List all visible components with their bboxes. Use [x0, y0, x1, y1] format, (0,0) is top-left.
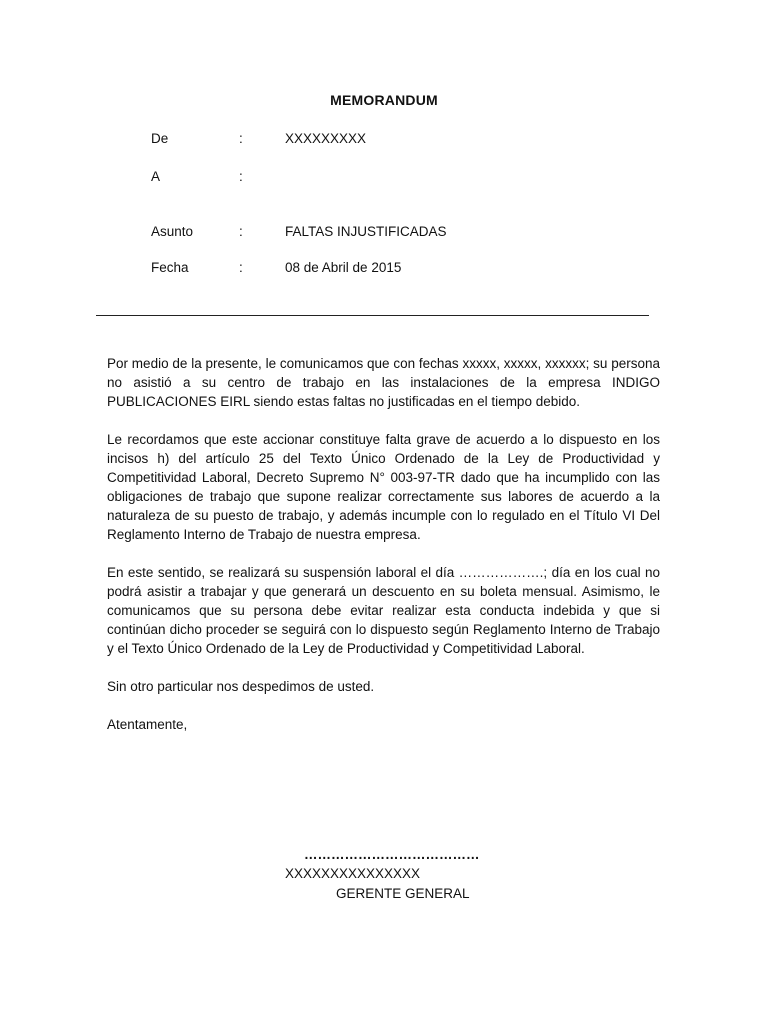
salutation: Atentamente,	[107, 717, 188, 732]
signature-line: …………………………………	[304, 847, 480, 862]
fecha-label: Fecha	[151, 260, 189, 275]
signatory-role: GERENTE GENERAL	[336, 886, 470, 901]
body-paragraph-3: En este sentido, se realizará su suspensión laboral el día ……………….; día en los cual no podrá asistir a trabajar y que generará un descuento en su boleta mensual. Asimismo, le comunicamos que su persona debe evitar realizar esta conducta indebida y que si continúan dicho proceder se seguirá con lo dispuesto según Reglamento Interno de Trabajo y el Texto Único Ordenado de la Ley de Productividad y Competitividad Laboral.	[107, 565, 660, 656]
de-colon: :	[239, 131, 243, 146]
asunto-colon: :	[239, 224, 243, 239]
asunto-label: Asunto	[151, 224, 194, 239]
fecha-value: 08 de Abril de 2015	[285, 260, 402, 275]
document-title: MEMORANDUM	[330, 92, 438, 108]
asunto-value: FALTAS INJUSTIFICADAS	[285, 224, 447, 239]
body-paragraph-2: Le recordamos que este accionar constituye falta grave de acuerdo a lo dispuesto en los incisos h) del artículo 25 del Texto Único Ordenado de la Ley de Productividad y Competitividad Laboral, Decreto Supremo N° 003-97-TR dado que ha incumplido con las obligaciones de trabajo que supone realizar correctamente sus labores de acuerdo a la naturaleza de su puesto de trabajo, y además incumple con lo regulado en el Título VI Del Reglamento Interno de Trabajo de nuestra empresa.	[107, 432, 660, 542]
de-value: XXXXXXXXX	[285, 131, 367, 146]
closing-line: Sin otro particular nos despedimos de usted.	[107, 679, 375, 694]
header-divider	[96, 315, 649, 316]
a-colon: :	[239, 169, 243, 184]
signatory-name: XXXXXXXXXXXXXXX	[285, 866, 421, 881]
a-label: A	[151, 169, 161, 184]
fecha-colon: :	[239, 260, 243, 275]
de-label: De	[151, 131, 169, 146]
body-paragraph-1: Por medio de la presente, le comunicamos que con fechas xxxxx, xxxxx, xxxxxx; su persona no asistió a su centro de trabajo en las instalaciones de la empresa INDIGO PUBLICACIONES EIRL siendo estas faltas no justificadas en el tiempo debido.	[107, 356, 660, 409]
